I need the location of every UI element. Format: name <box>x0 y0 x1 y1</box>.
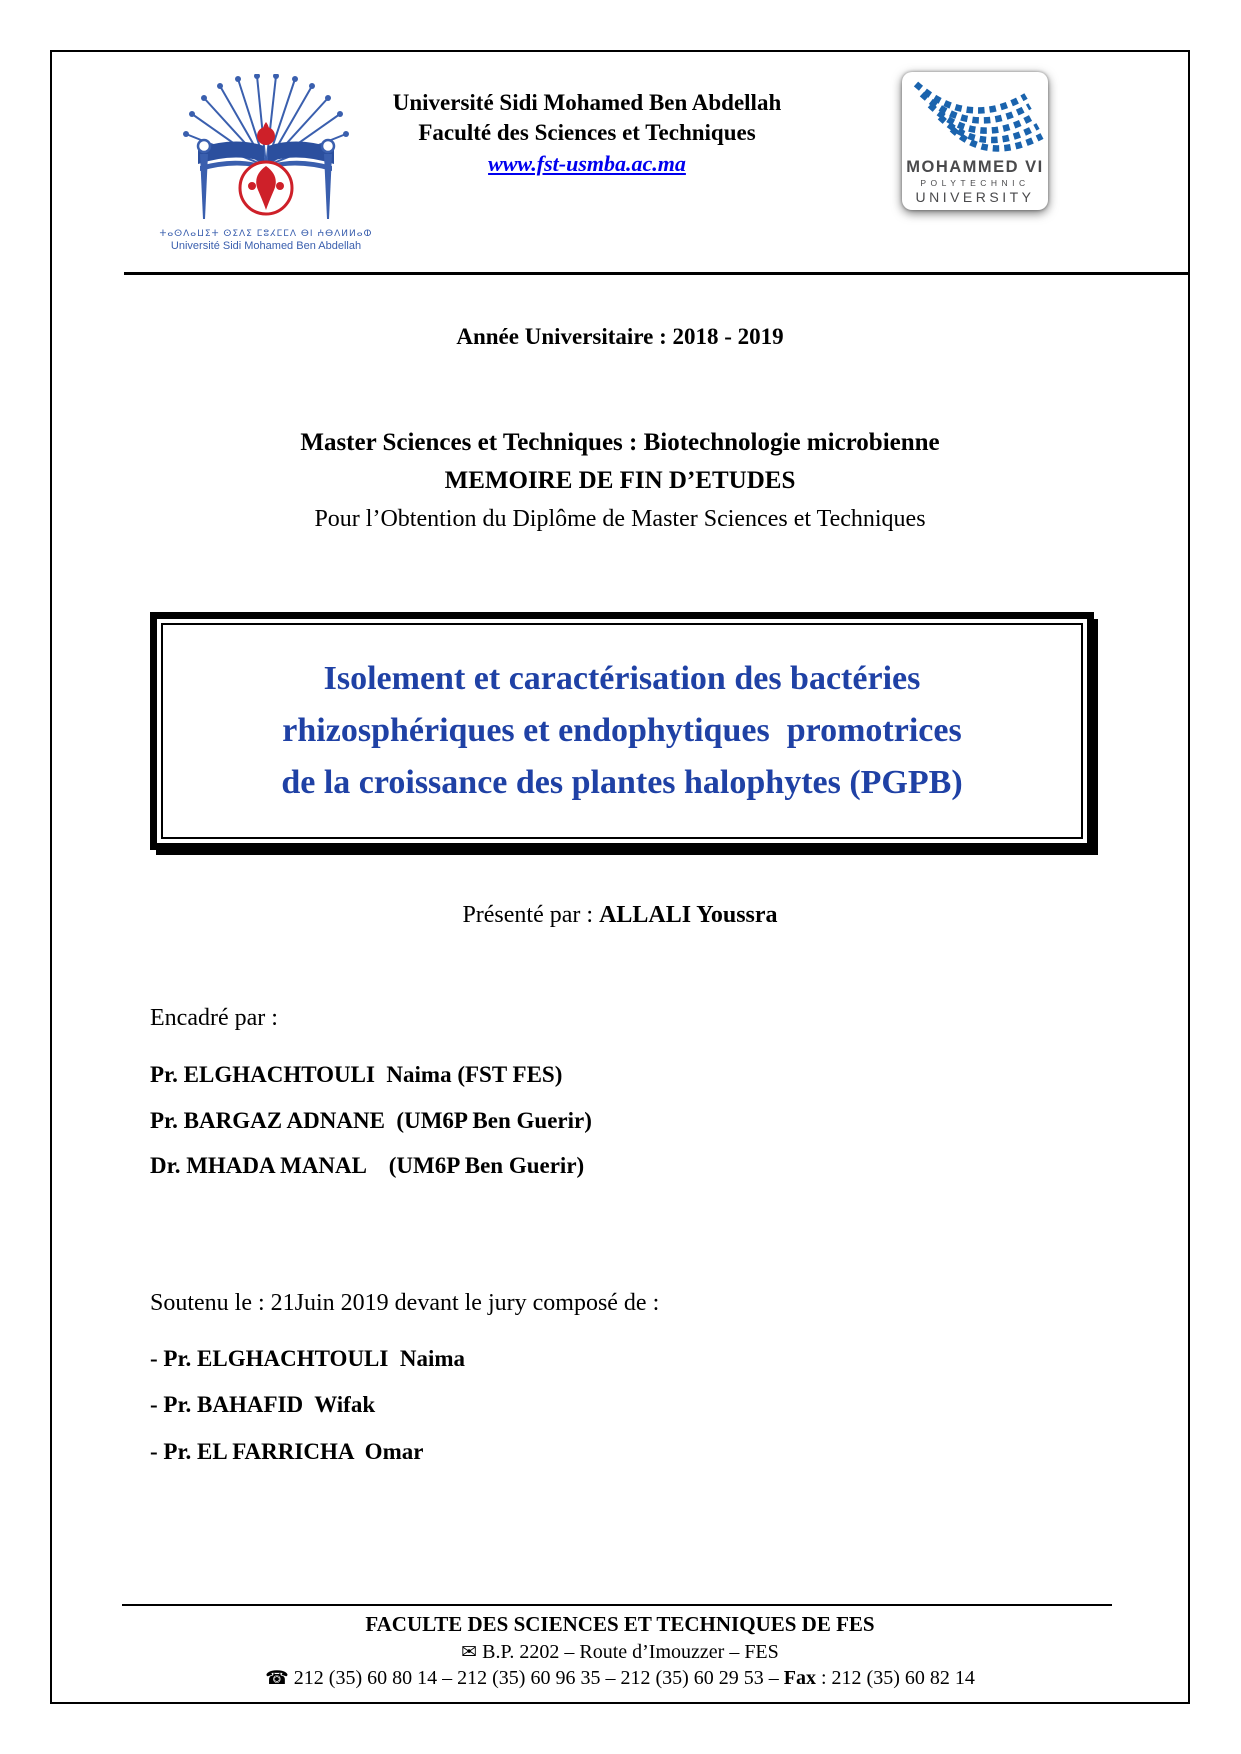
um6p-university: UNIVERSITY <box>915 189 1035 205</box>
um6p-logo <box>902 72 1048 210</box>
footer-fax-label: Fax <box>783 1667 816 1689</box>
jury-member-2: - Pr. BAHAFID Wifak <box>150 1392 376 1417</box>
um6p-swoosh-icon <box>902 72 1048 158</box>
usmba-caption-arabic: ⵜⴰⵙⴷⴰⵡⵉⵜ ⵙⵉⴷⵉ ⵎⵓⵃⵎⵎⴷ ⴱⵏ ⵄⴱⴷⵍⵍⴰⵀ <box>159 229 373 239</box>
footer-address-text: B.P. 2202 – Route d’Imouzzer – FES <box>477 1641 779 1663</box>
jury-member-3: - Pr. EL FARRICHA Omar <box>150 1439 424 1464</box>
presented-by <box>52 902 1188 929</box>
document-type: MEMOIRE DE FIN D’ETUDES <box>444 467 796 494</box>
faculty-website-link[interactable]: www.fst-usmba.ac.ma <box>488 151 686 176</box>
academic-year: Année Universitaire : 2018 - 2019 <box>456 324 784 349</box>
phone-icon: ☎ <box>265 1667 289 1689</box>
mail-icon: ✉ <box>461 1641 478 1663</box>
jury-member-1: - Pr. ELGHACHTOULI Naima <box>150 1346 466 1371</box>
thesis-title-line-3: de la croissance des plantes halophytes (PGPB) <box>281 764 963 801</box>
footer-fax-number: : 212 (35) 60 82 14 <box>815 1667 975 1689</box>
thesis-title-line-1: Isolement et caractérisation des bactéries <box>323 660 921 697</box>
um6p-polytechnic: POLYTECHNIC <box>920 177 1030 188</box>
supervisor-1: Pr. ELGHACHTOULI Naima (FST FES) <box>150 1062 563 1087</box>
degree-purpose: Pour l’Obtention du Diplôme de Master Sciences et Techniques <box>314 506 926 532</box>
footer-faculty-name: FACULTE DES SCIENCES ET TECHNIQUES DE FES <box>365 1612 875 1636</box>
page-border-frame <box>50 50 1190 1704</box>
footer-phone-numbers: 212 (35) 60 80 14 – 212 (35) 60 96 35 – 212 (35) 60 29 53 – <box>288 1667 784 1689</box>
supervisor-3: Dr. MHADA MANAL (UM6P Ben Guerir) <box>150 1153 585 1178</box>
usmba-caption-latin: Université Sidi Mohamed Ben Abdellah <box>170 240 362 253</box>
usmba-logo-caption <box>140 229 392 254</box>
thesis-title-inner-border <box>161 623 1083 839</box>
thesis-title-box <box>150 612 1094 850</box>
faculty-name: Faculté des Sciences et Techniques <box>418 120 756 145</box>
um6p-name: MOHAMMED VI <box>906 158 1044 176</box>
defense-intro: Soutenu le : 21Juin 2019 devant le jury composé de : <box>150 1290 660 1316</box>
thesis-title-line-2: rhizosphériques et endophytiques promotrices <box>282 712 962 749</box>
header-divider <box>124 272 1190 275</box>
institution-header <box>287 88 887 177</box>
author-name: ALLALI Youssra <box>599 902 778 928</box>
supervisor-2: Pr. BARGAZ ADNANE (UM6P Ben Guerir) <box>150 1108 592 1133</box>
presented-by-label: Présenté par : <box>462 902 600 928</box>
footer-divider <box>122 1604 1112 1606</box>
footer-address <box>52 1641 1188 1664</box>
supervision-label: Encadré par : <box>150 1005 278 1031</box>
footer-phones <box>52 1667 1188 1690</box>
university-name: Université Sidi Mohamed Ben Abdellah <box>392 90 782 115</box>
master-program: Master Sciences et Techniques : Biotechnologie microbienne <box>300 429 940 456</box>
